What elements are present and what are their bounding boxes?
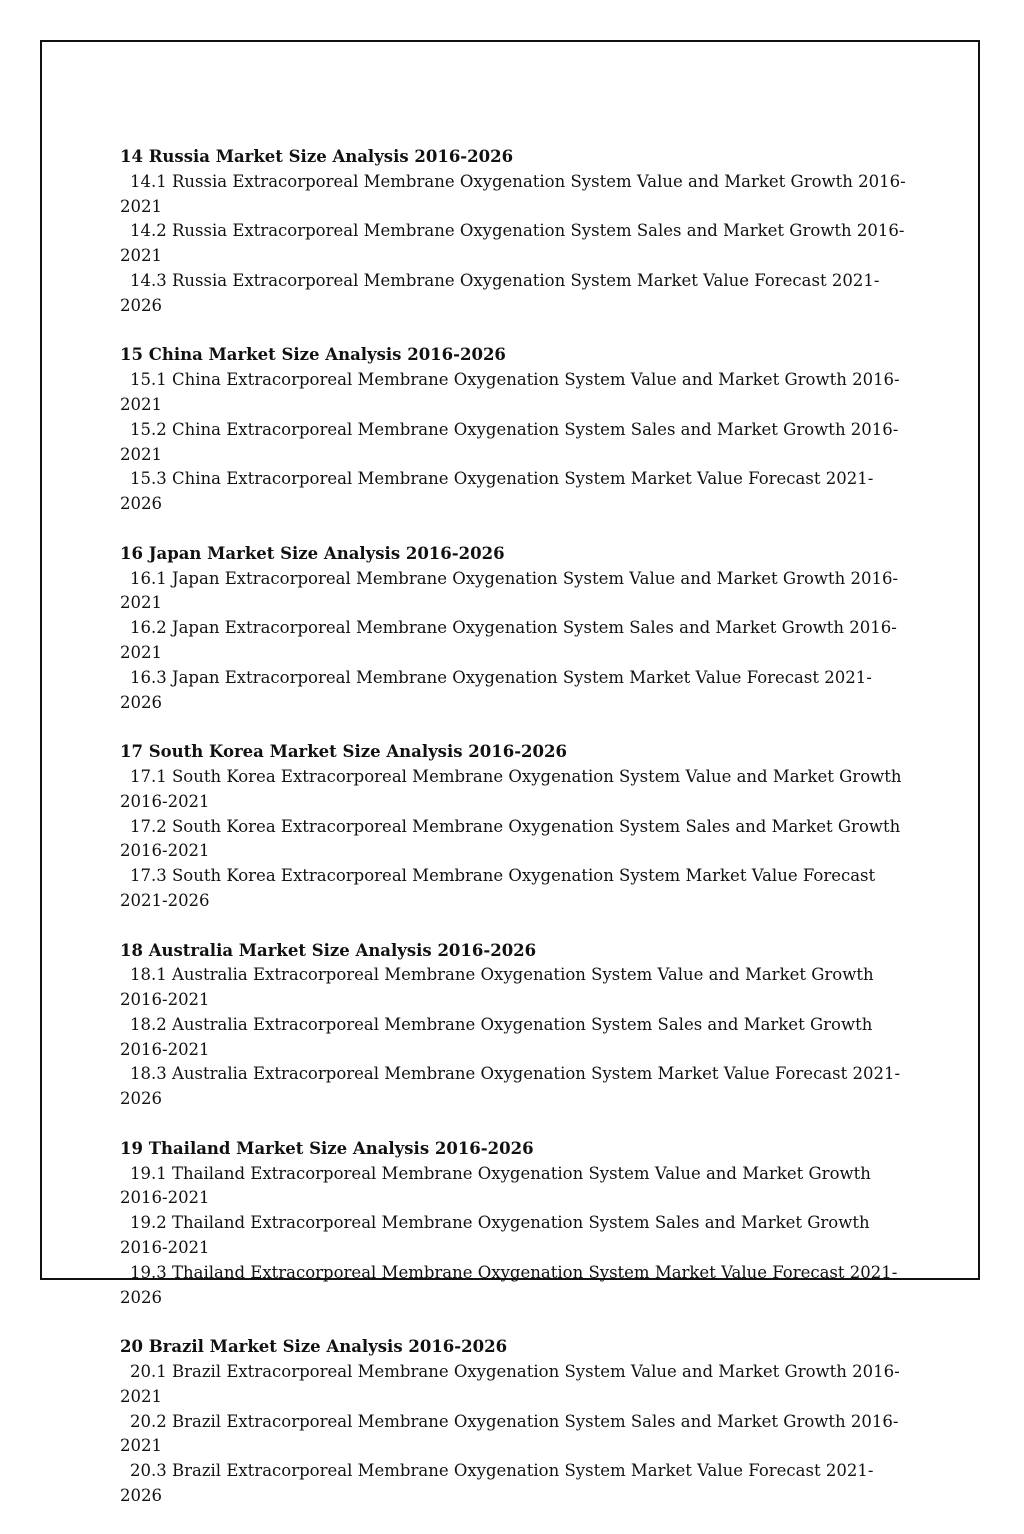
toc-entry: 17.2 South Korea Extracorporeal Membrane Oxygenation System Sales and Market Growth 2016-2021 <box>120 816 901 861</box>
section-heading: 14 Russia Market Size Analysis 2016-2026 <box>120 147 514 166</box>
table-of-contents <box>120 145 910 1534</box>
toc-entry: 14.2 Russia Extracorporeal Membrane Oxygenation System Sales and Market Growth 2016-2021 <box>120 221 905 266</box>
toc-entry: 19.2 Thailand Extracorporeal Membrane Oxygenation System Sales and Market Growth 2016-2021 <box>120 1213 870 1258</box>
toc-entry: 19.3 Thailand Extracorporeal Membrane Oxygenation System Market Value Forecast 2021-2026 <box>120 1262 898 1307</box>
toc-section-thailand <box>120 1137 910 1311</box>
toc-section-russia <box>120 145 910 319</box>
toc-section-south-korea <box>120 740 910 914</box>
toc-entry: 17.1 South Korea Extracorporeal Membrane Oxygenation System Value and Market Growth 2016-2021 <box>120 766 902 811</box>
section-heading: 16 Japan Market Size Analysis 2016-2026 <box>120 543 505 563</box>
toc-entry: 14.3 Russia Extracorporeal Membrane Oxygenation System Market Value Forecast 2021-2026 <box>120 270 880 315</box>
toc-entry: 16.2 Japan Extracorporeal Membrane Oxygenation System Sales and Market Growth 2016-2021 <box>120 618 897 662</box>
toc-entry: 20.3 Brazil Extracorporeal Membrane Oxygenation System Market Value Forecast 2021-2026 <box>120 1461 874 1506</box>
toc-entry: 14.1 Russia Extracorporeal Membrane Oxygenation System Value and Market Growth 2016-2021 <box>120 171 906 216</box>
toc-section-australia <box>120 939 910 1113</box>
toc-entry: 20.1 Brazil Extracorporeal Membrane Oxygenation System Value and Market Growth 2016-2021 <box>120 1362 900 1406</box>
toc-entry: 15.1 China Extracorporeal Membrane Oxygenation System Value and Market Growth 2016-2021 <box>120 370 900 414</box>
toc-entry: 16.1 Japan Extracorporeal Membrane Oxygenation System Value and Market Growth 2016-2021 <box>120 568 899 613</box>
toc-entry: 15.3 China Extracorporeal Membrane Oxygenation System Market Value Forecast 2021-2026 <box>120 469 874 514</box>
toc-entry: 20.2 Brazil Extracorporeal Membrane Oxygenation System Sales and Market Growth 2016-2021 <box>120 1411 899 1456</box>
toc-entry: 19.1 Thailand Extracorporeal Membrane Oxygenation System Value and Market Growth 2016-2021 <box>120 1163 871 1208</box>
section-heading: 20 Brazil Market Size Analysis 2016-2026 <box>120 1337 508 1357</box>
toc-entry: 15.2 China Extracorporeal Membrane Oxygenation System Sales and Market Growth 2016-2021 <box>120 419 899 464</box>
toc-section-japan <box>120 542 910 716</box>
toc-section-china <box>120 343 910 517</box>
toc-entry: 17.3 South Korea Extracorporeal Membrane Oxygenation System Market Value Forecast 2021-2026 <box>120 866 876 910</box>
section-heading: 15 China Market Size Analysis 2016-2026 <box>120 345 506 365</box>
toc-entry: 18.2 Australia Extracorporeal Membrane Oxygenation System Sales and Market Growth 2016-2021 <box>120 1014 873 1059</box>
toc-entry: 18.3 Australia Extracorporeal Membrane Oxygenation System Market Value Forecast 2021-2026 <box>120 1064 901 1109</box>
section-heading: 17 South Korea Market Size Analysis 2016-2026 <box>120 742 567 762</box>
toc-entry: 18.1 Australia Extracorporeal Membrane Oxygenation System Value and Market Growth 2016-2021 <box>120 965 874 1010</box>
toc-entry: 16.3 Japan Extracorporeal Membrane Oxygenation System Market Value Forecast 2021-2026 <box>120 667 872 712</box>
section-heading: 18 Australia Market Size Analysis 2016-2026 <box>120 940 537 960</box>
section-heading: 19 Thailand Market Size Analysis 2016-2026 <box>120 1138 534 1158</box>
toc-section-brazil <box>120 1335 910 1509</box>
